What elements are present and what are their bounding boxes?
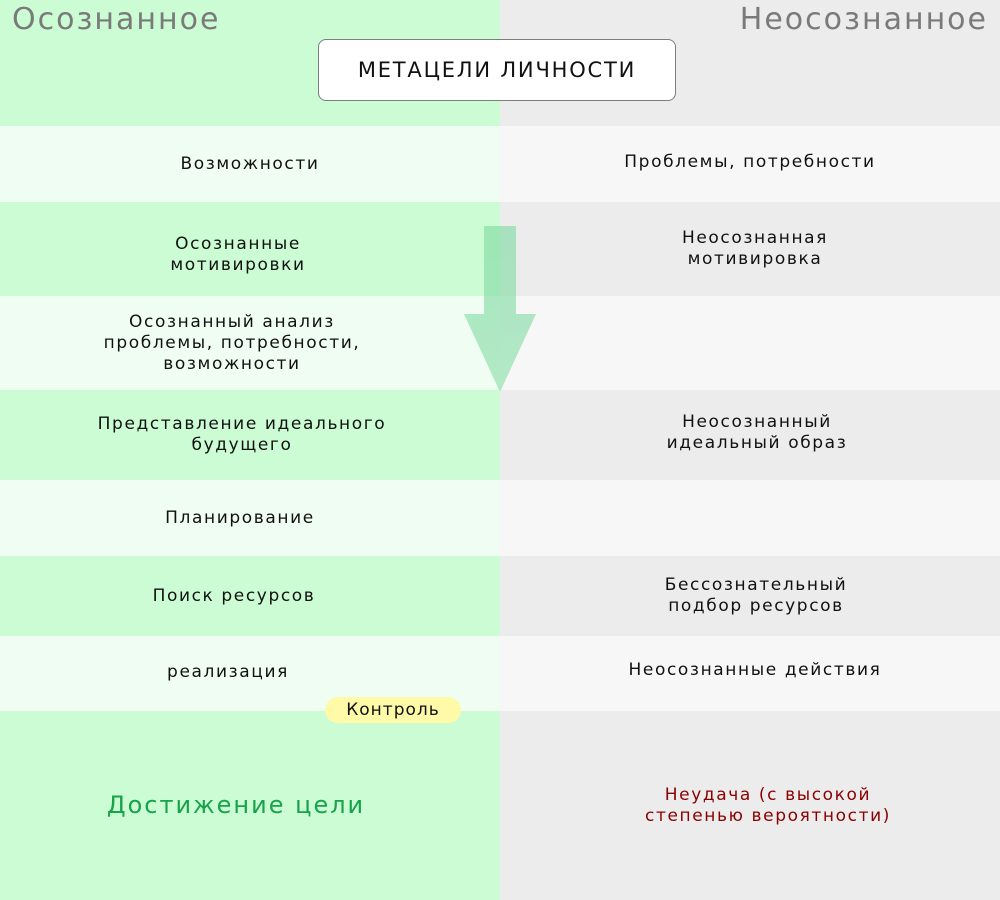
row-4-left-line-1: Представление идеального [97,414,387,434]
row-1-left-line-1: Возможности [180,153,320,174]
failure-line-1: Неудача (с высокой [664,784,872,805]
row-4-right-line-1: Неосознанный [682,412,832,432]
row-1-left [0,126,500,202]
goal-achievement-label: Достижение цели [106,791,366,819]
row-3-left-line-2: проблемы, потребности, [103,332,361,353]
row-2-right [505,202,1000,296]
failure-line-2: степенью вероятности) [645,805,891,826]
row-1-right [500,124,1000,200]
row-5-left-line-1: Планирование [165,507,315,528]
metagoals-title-box [318,39,676,101]
row-7-left-line-1: реализация [167,661,289,682]
row-4-right [507,388,1000,478]
row-4-left-line-2: будущего [191,435,293,455]
row-4-right-line-2: идеальный образ [666,433,848,453]
row-7-right [505,634,1000,706]
row-3-left-line-3: возможности [163,353,301,374]
failure-outcome [518,711,1000,900]
row-3-left [0,296,482,390]
row-2-left-line-1: Осознанные [175,234,301,254]
row-7-right-line-1: Неосознанные действия [628,659,882,680]
row-5-left [0,480,490,556]
row-6-right-line-2: подбор ресурсов [668,596,844,616]
row-3-left-line-1: Осознанный анализ [129,311,335,332]
goal-achievement [0,711,486,900]
conscious-header: Осознанное [12,2,221,37]
row-6-right [506,556,1000,636]
row-2-left-line-2: мотивировки [170,255,306,275]
row-4-left [0,390,492,480]
row-1-right-line-1: Проблемы, потребности [624,151,876,172]
row-6-left [0,556,484,636]
row-2-right-line-1: Неосознанная [681,228,829,248]
metagoals-title: МЕТАЦЕЛИ ЛИЧНОСТИ [357,58,637,82]
row-6-right-line-1: Бессознательный [664,575,848,595]
down-arrow-icon [462,226,538,394]
control-label: Контроль [346,700,440,720]
unconscious-header: Неосознанное [739,2,988,37]
row-2-left [0,208,488,302]
row-6-left-line-1: Поиск ресурсов [152,585,316,606]
row-2-right-line-2: мотивировка [687,249,823,269]
